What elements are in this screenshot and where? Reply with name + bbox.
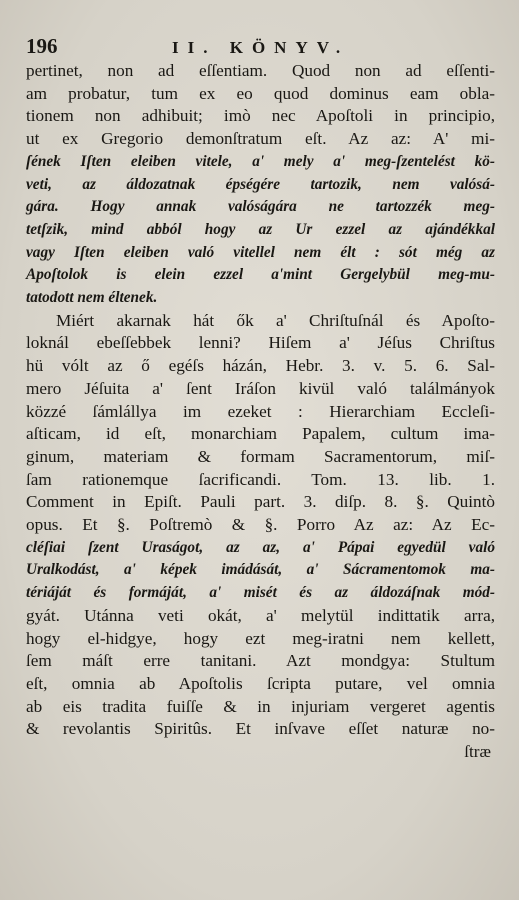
text-line: Miért akarnak hát ők a' Chriſtuſnál és Apoſto-: [56, 310, 495, 330]
text-line: ſam rationemque ſacrificandi. Tom. 13. lib. 1.: [26, 469, 495, 489]
text-line: Comment in Epiſt. Pauli part. 3. diſp. 8. §. Quintò: [26, 492, 495, 512]
text-line: cléſiai ſzent Uraságot, az az, a' Pápai egyedül való: [26, 538, 495, 556]
text-line: ſtræ: [464, 742, 491, 762]
text-line: Uralkodást, a' képek imádását, a' Sácramentomok ma-: [26, 561, 495, 579]
text-line: & revolantis Spiritûs. Et inſvave eſſet naturæ no-: [26, 719, 495, 739]
body-text: [26, 60, 495, 764]
text-line: ab eis tradita fuiſſe & in injuriam vergeret agentis: [26, 696, 495, 716]
text-line: gyát. Utánna veti okát, a' melytül indittatik arra,: [26, 605, 495, 625]
text-line: tériáját és formáját, a' misét és az áldozáſnak mód-: [26, 584, 495, 602]
text-line: tionem non adhibuit; imò nec Apoſtoli in principio,: [26, 106, 495, 126]
text-line: opus. Et §. Poſtremò & §. Porro Az az: Az Ec-: [26, 515, 495, 535]
text-line: aſticam, id eſt, monarchiam Papalem, cultum ima-: [26, 424, 495, 444]
text-line: mero Jéſuita a' ſent Iráſon kivül való találmányok: [26, 378, 495, 398]
text-line: ut ex Gregorio demonſtratum eſt. Az az: A' mi-: [26, 129, 495, 149]
text-line: tetſzik, mind abból hogy az Ur ezzel az ajándékkal: [26, 220, 495, 238]
text-line: ginum, materiam & formam Sacramentorum, miſ-: [26, 446, 495, 466]
text-line: gára. Hogy annak valóságára ne tartozzék meg-: [26, 198, 495, 216]
text-line: veti, az áldozatnak épségére tartozik, nem valósá-: [26, 175, 495, 193]
text-line: tatodott nem éltenek.: [26, 289, 158, 307]
text-line: eſt, omnia ab Apoſtolis ſcripta putare, vel omnia: [26, 673, 495, 693]
running-title: II. KÖNYV.: [172, 38, 350, 57]
text-line: hü vólt az ő egéſs házán, Hebr. 3. v. 5. 6. Sal-: [26, 356, 495, 376]
page-header: [26, 34, 495, 60]
text-line: pertinet, non ad eſſentiam. Quod non ad eſſenti-: [26, 61, 495, 80]
text-line: ſem máſt erre tanitani. Azt mondgya: Stultum: [26, 651, 495, 671]
text-line: am probatur, tum ex eo quod dominus eam obla-: [26, 83, 495, 103]
text-line: ſének Iſten eleiben vitele, a' mely a' meg-ſzentelést kö-: [26, 152, 495, 170]
text-line: loknál ebeſſebbek lenni? Hiſem a' Jéſus Chriſtus: [26, 333, 495, 353]
page-number: 196: [26, 34, 58, 58]
text-line: közzé ſámlállya im ezeket : Hierarchiam Eccleſi-: [26, 401, 495, 421]
text-line: Apoſtolok is elein ezzel a'mint Gergelybül meg-mu-: [26, 266, 495, 284]
text-line: hogy el-hidgye, hogy ezt meg-iratni nem kellett,: [26, 628, 495, 648]
text-line: vagy Iſten eleiben való vitellel nem élt : sót még az: [26, 243, 495, 261]
